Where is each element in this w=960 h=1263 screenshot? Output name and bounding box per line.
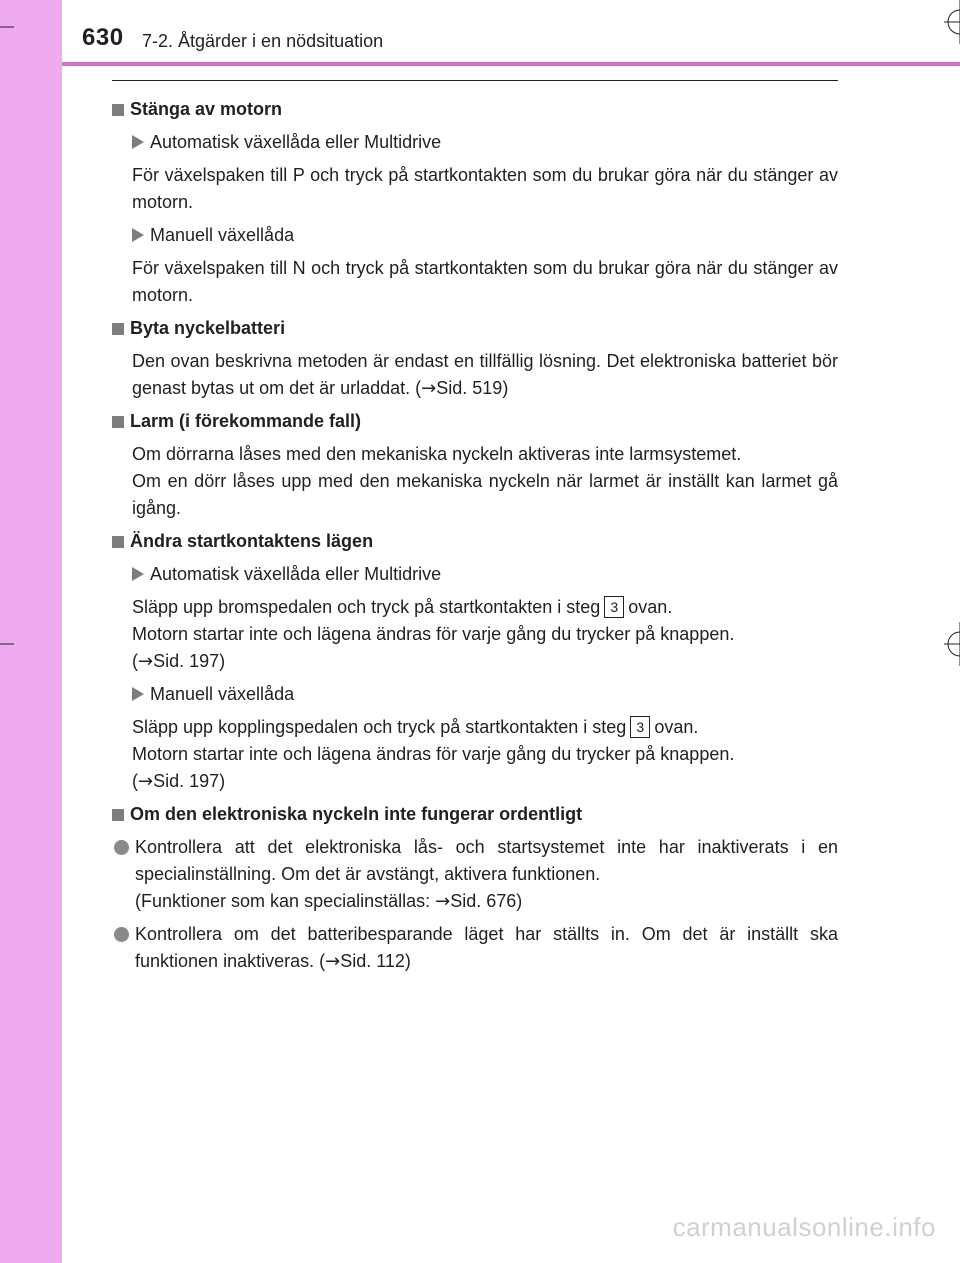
subheading <box>112 222 838 249</box>
paragraph: För växelspaken till P och tryck på startkontakten som du brukar göra när du stänger av motorn. <box>132 165 838 212</box>
subheading-text: Automatisk växellåda eller Multidrive <box>150 564 442 584</box>
list-item-text: Kontrollera att det elektroniska lås- och startsystemet inte har inaktiverats i en specialinställning. Om det är avstängt, aktivera funktionen. <box>135 837 838 884</box>
triangle-arrow-icon <box>132 135 144 149</box>
crop-mark-icon <box>938 0 960 44</box>
chapter-sidebar <box>0 0 62 1263</box>
list-item <box>112 921 838 975</box>
paragraph: (→Sid. 197) <box>132 651 226 672</box>
paragraph <box>112 594 838 621</box>
list-item-text: (Funktioner som kan specialinställas: <box>135 891 436 911</box>
arrow-icon: → <box>138 651 154 672</box>
section-heading-text: Ändra startkontaktens lägen <box>130 531 374 551</box>
square-bullet-icon <box>112 323 124 335</box>
section-heading-text: Larm (i förekommande fall) <box>130 411 362 431</box>
chapter-title: 7-2. Åtgärder i en nödsituation <box>142 31 384 51</box>
section-heading <box>112 96 838 123</box>
step-number-box: 3 <box>630 716 650 738</box>
triangle-arrow-icon <box>132 228 144 242</box>
circle-bullet-icon <box>114 927 129 942</box>
page-content <box>112 96 838 981</box>
section-heading-text: Om den elektroniska nyckeln inte fungerar ordentligt <box>130 804 583 824</box>
paragraph <box>112 348 838 402</box>
section-heading-text: Stänga av motorn <box>130 99 283 119</box>
page-reference-link[interactable]: Sid. 197) <box>153 771 226 791</box>
paragraph: Om dörrarna låses med den mekaniska nyckeln aktiveras inte larmsystemet. <box>132 444 742 464</box>
square-bullet-icon <box>112 809 124 821</box>
paragraph-text: ovan. <box>654 717 699 737</box>
paragraph <box>112 714 838 741</box>
crop-mark-icon <box>938 622 960 666</box>
paragraph-text: Släpp upp kopplingspedalen och tryck på startkontakten i steg <box>132 717 627 737</box>
arrow-icon: → <box>138 771 154 792</box>
page-reference-link[interactable]: Sid. 519) <box>436 378 509 398</box>
page-reference-link[interactable]: Sid. 676) <box>450 891 523 911</box>
circle-bullet-icon <box>114 840 129 855</box>
subheading-text: Manuell växellåda <box>150 225 295 245</box>
header-rule <box>62 62 960 66</box>
watermark: carmanualsonline.info <box>672 1212 936 1242</box>
subheading <box>112 129 838 156</box>
paragraph: (→Sid. 197) <box>132 771 226 792</box>
paragraph: Motorn startar inte och lägena ändras för varje gång du trycker på knappen. <box>132 624 735 644</box>
square-bullet-icon <box>112 416 124 428</box>
arrow-icon: → <box>435 891 451 912</box>
paragraph: Motorn startar inte och lägena ändras för varje gång du trycker på knappen. <box>132 744 735 764</box>
step-number-box: 3 <box>604 596 624 618</box>
list-item-text: Kontrollera om det batteribesparande läget har ställts in. Om det är inställt ska funktionen inaktiveras. ( <box>135 924 838 971</box>
page-number: 630 <box>82 24 124 51</box>
paragraph-text: Den ovan beskrivna metoden är endast en tillfällig lösning. Det elektroniska batteriet bör genast bytas ut om det är urladdat. ( <box>132 351 838 398</box>
paragraph: För växelspaken till N och tryck på startkontakten som du brukar göra när du stänger av motorn. <box>132 258 838 305</box>
section-heading <box>112 408 838 435</box>
subheading <box>112 681 838 708</box>
list-item <box>112 834 838 915</box>
section-heading-text: Byta nyckelbatteri <box>130 318 286 338</box>
crop-mark-icon <box>0 26 14 28</box>
crop-mark-icon <box>0 643 14 645</box>
page-reference-link[interactable]: Sid. 112) <box>340 951 411 971</box>
subheading <box>112 561 838 588</box>
arrow-icon: → <box>421 378 437 399</box>
section-heading <box>112 315 838 342</box>
section-heading <box>112 801 838 828</box>
paragraph-text: ovan. <box>628 597 673 617</box>
section-heading <box>112 528 838 555</box>
content-top-rule <box>112 80 838 81</box>
subheading-text: Manuell växellåda <box>150 684 295 704</box>
paragraph-text: Släpp upp bromspedalen och tryck på startkontakten i steg <box>132 597 601 617</box>
triangle-arrow-icon <box>132 687 144 701</box>
subheading-text: Automatisk växellåda eller Multidrive <box>150 132 442 152</box>
paragraph: Om en dörr låses upp med den mekaniska nyckeln när larmet är inställt kan larmet gå igång. <box>132 471 838 518</box>
square-bullet-icon <box>112 536 124 548</box>
arrow-icon: → <box>325 951 341 972</box>
triangle-arrow-icon <box>132 567 144 581</box>
square-bullet-icon <box>112 104 124 116</box>
page-reference-link[interactable]: Sid. 197) <box>153 651 226 671</box>
